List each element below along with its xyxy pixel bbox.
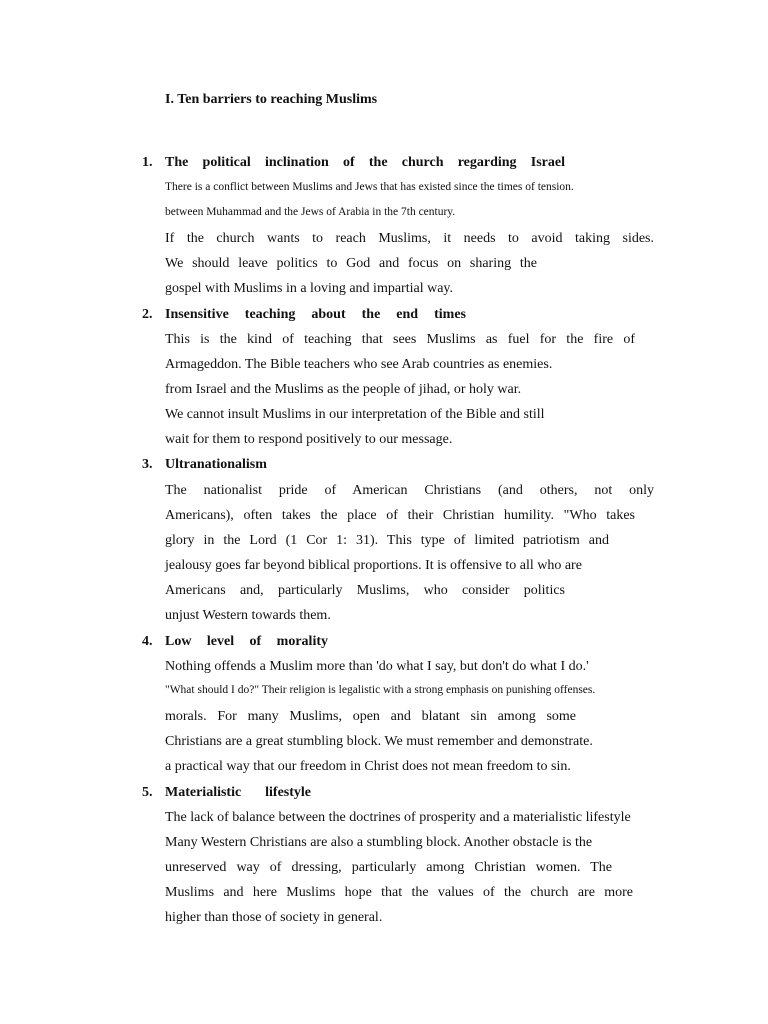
body-line: morals. For many Muslims, open and blatant sin among some xyxy=(165,709,576,724)
body-line: Americans and, particularly Muslims, who consider politics xyxy=(165,583,565,598)
section-heading: Materialistic lifestyle xyxy=(165,785,311,800)
section-number: 3. xyxy=(142,457,153,472)
section-number: 4. xyxy=(142,634,153,649)
body-line: between Muhammad and the Jews of Arabia in the 7th century. xyxy=(165,206,456,218)
section-number: 1. xyxy=(142,155,153,170)
body-line: Americans), often takes the place of their Christian humility. "Who takes xyxy=(165,508,635,523)
body-line: "What should I do?" Their religion is legalistic with a strong emphasis on punishing offenses. xyxy=(165,684,596,696)
body-line: This is the kind of teaching that sees Muslims as fuel for the fire of xyxy=(165,332,635,347)
body-line: gospel with Muslims in a loving and impartial way. xyxy=(165,281,454,296)
section-heading: Insensitive teaching about the end times xyxy=(165,307,466,322)
body-line: glory in the Lord (1 Cor 1: 31). This type of limited patriotism and xyxy=(165,533,609,548)
body-line: Armageddon. The Bible teachers who see Arab countries as enemies. xyxy=(165,357,553,372)
body-line: wait for them to respond positively to our message. xyxy=(165,432,453,447)
body-line: The nationalist pride of American Christians (and others, not only xyxy=(165,483,654,498)
body-line: We cannot insult Muslims in our interpretation of the Bible and still xyxy=(165,407,545,422)
body-line: unreserved way of dressing, particularly among Christian women. The xyxy=(165,860,612,875)
body-line: jealousy goes far beyond biblical proportions. It is offensive to all who are xyxy=(165,558,582,573)
body-line: Many Western Christians are also a stumbling block. Another obstacle is the xyxy=(165,835,593,850)
body-line: The lack of balance between the doctrines of prosperity and a materialistic lifestyle xyxy=(165,810,631,825)
body-line: Nothing offends a Muslim more than 'do what I say, but don't do what I do.' xyxy=(165,659,589,674)
section-heading: Ultranationalism xyxy=(165,457,267,472)
body-line: If the church wants to reach Muslims, it needs to avoid taking sides. xyxy=(165,231,654,246)
section-heading: The political inclination of the church regarding Israel xyxy=(165,155,565,170)
document-title: I. Ten barriers to reaching Muslims xyxy=(165,92,378,107)
body-line: Muslims and here Muslims hope that the values of the church are more xyxy=(165,885,633,900)
body-line: higher than those of society in general. xyxy=(165,910,383,925)
section-number: 5. xyxy=(142,785,153,800)
body-line: a practical way that our freedom in Christ does not mean freedom to sin. xyxy=(165,759,571,774)
body-line: There is a conflict between Muslims and Jews that has existed since the times of tension. xyxy=(165,181,574,193)
body-line: We should leave politics to God and focus on sharing the xyxy=(165,256,537,271)
body-line: Christians are a great stumbling block. We must remember and demonstrate. xyxy=(165,734,593,749)
section-heading: Low level of morality xyxy=(165,634,328,649)
body-line: unjust Western towards them. xyxy=(165,608,331,623)
body-line: from Israel and the Muslims as the people of jihad, or holy war. xyxy=(165,382,522,397)
section-number: 2. xyxy=(142,307,153,322)
